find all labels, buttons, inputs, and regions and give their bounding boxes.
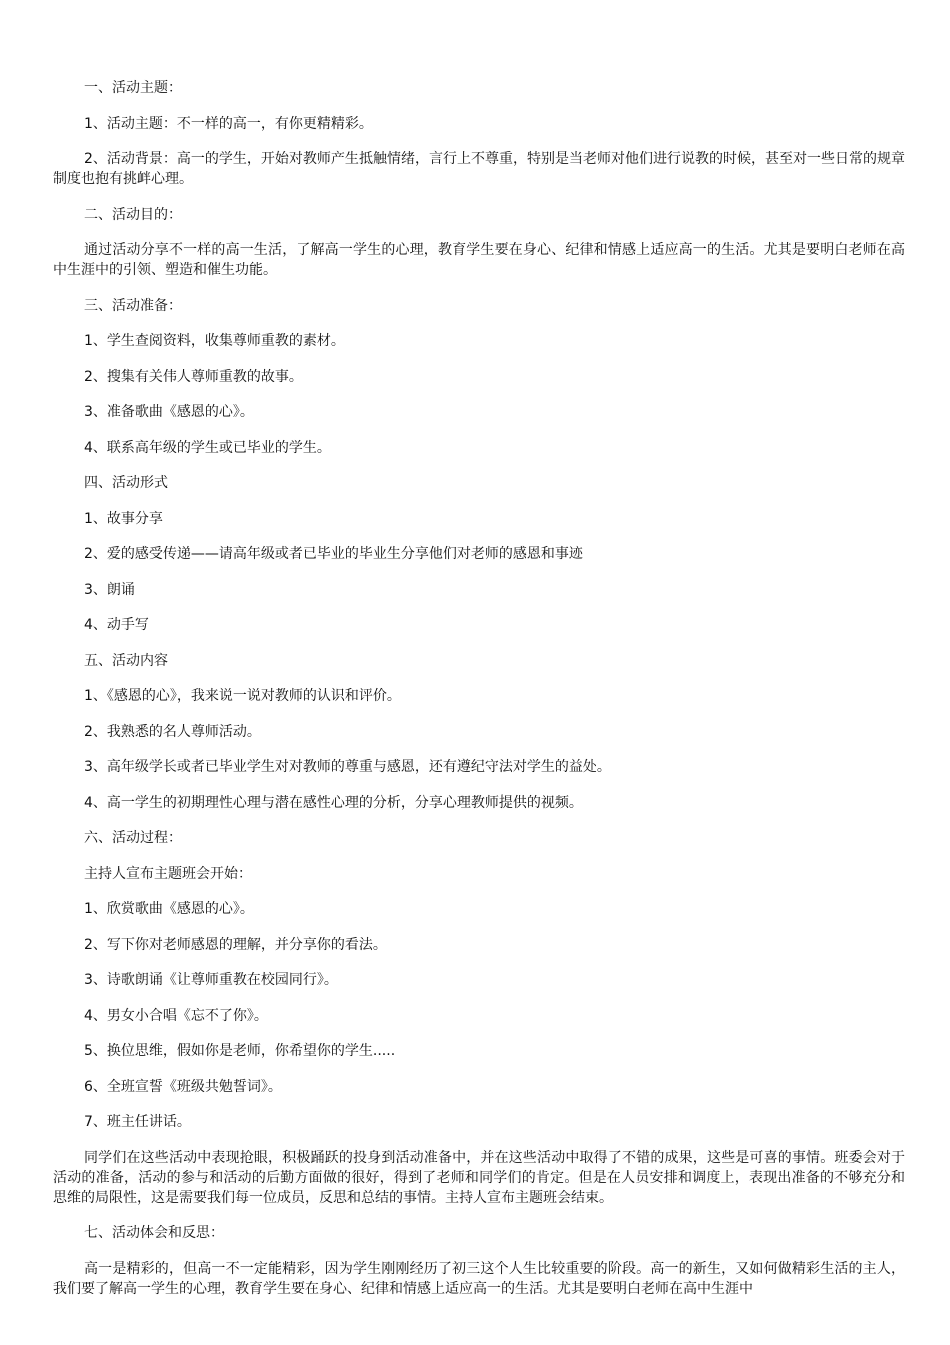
list-item: 4、男女小合唱《忘不了你》。 <box>84 1007 268 1024</box>
list-item: 4、联系高年级的学生或已毕业的学生。 <box>84 439 331 456</box>
list-item: 4、动手写 <box>84 617 149 633</box>
list-item: 1、活动主题：不一样的高一，有你更精精彩。 <box>84 115 373 132</box>
body-paragraph: 高一是精彩的，但高一不一定能精彩，因为学生刚刚经历了初三这个人生比较重要的阶段。高一的新生，又如何做精彩生活的主人，我们要了解高一学生的心理，教育学生要在身心、纪律和情感上适应高一的生活。尤其是要明白老师在高中生涯中 <box>53 1260 905 1297</box>
list-item: 3、高年级学长或者已毕业学生对对教师的尊重与感恩，还有遵纪守法对学生的益处。 <box>84 759 611 775</box>
document-page <box>53 78 905 1314</box>
list-item: 2、搜集有关伟人尊师重教的故事。 <box>84 368 303 385</box>
list-item: 2、写下你对老师感恩的理解，并分享你的看法。 <box>84 936 387 953</box>
section-heading-content: 五、活动内容 <box>84 652 168 669</box>
section-heading-form: 四、活动形式 <box>84 475 168 491</box>
section-heading-theme: 一、活动主题： <box>84 80 182 96</box>
list-item: 4、高一学生的初期理性心理与潜在感性心理的分析，分享心理教师提供的视频。 <box>84 794 583 811</box>
section-heading-purpose: 二、活动目的： <box>84 206 182 223</box>
body-paragraph: 通过活动分享不一样的高一生活，了解高一学生的心理，教育学生要在身心、纪律和情感上适应高一的生活。尤其是要明白老师在高中生涯中的引领、塑造和催生功能。 <box>53 242 905 278</box>
list-item: 3、朗诵 <box>84 581 135 598</box>
section-heading-process: 六、活动过程： <box>84 830 182 846</box>
list-item: 1、故事分享 <box>84 510 163 527</box>
body-paragraph: 同学们在这些活动中表现抢眼，积极踊跃的投身到活动准备中，并在这些活动中取得了不错的成果，这些是可喜的事情。班委会对于活动的准备，活动的参与和活动的后勤方面做的很好，得到了老师和同学们的肯定。但是在人员安排和调度上，表现出准备的不够充分和思维的局限性，这是需要我们每一位成员，反思和总结的事情。主持人宣布主题班会结束。 <box>53 1149 905 1206</box>
section-heading-reflection: 七、活动体会和反思： <box>84 1225 224 1241</box>
list-item: 5、换位思维，假如你是老师，你希望你的学生..... <box>84 1043 396 1059</box>
list-item: 1、欣赏歌曲《感恩的心》。 <box>84 901 254 917</box>
list-item: 1、《感恩的心》，我来说一说对教师的认识和评价。 <box>84 688 401 704</box>
list-item: 2、活动背景：高一的学生，开始对教师产生抵触情绪，言行上不尊重，特别是当老师对他们进行说教的时候，甚至对一些日常的规章制度也抱有挑衅心理。 <box>53 151 905 187</box>
list-item: 7、班主任讲话。 <box>84 1114 191 1130</box>
list-item: 2、我熟悉的名人尊师活动。 <box>84 723 261 740</box>
list-item: 1、学生查阅资料，收集尊师重教的素材。 <box>84 333 345 349</box>
body-paragraph: 主持人宣布主题班会开始： <box>84 865 252 882</box>
list-item: 2、爱的感受传递——请高年级或者已毕业的毕业生分享他们对老师的感恩和事迹 <box>84 546 583 562</box>
section-heading-preparation: 三、活动准备： <box>84 297 182 314</box>
list-item: 3、准备歌曲《感恩的心》。 <box>84 404 254 420</box>
list-item: 6、全班宣誓《班级共勉誓词》。 <box>84 1078 282 1095</box>
list-item: 3、诗歌朗诵《让尊师重教在校园同行》。 <box>84 972 338 988</box>
